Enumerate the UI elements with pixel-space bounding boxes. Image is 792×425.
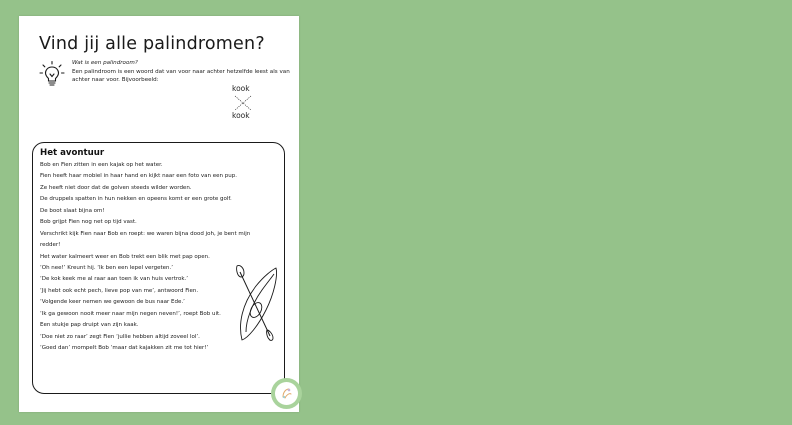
logo-badge <box>271 378 302 409</box>
story-line: ‘Ik ga gewoon nooit meer naar mijn negen neven!’, roept Bob uit. <box>40 310 221 317</box>
story-line: ‘Doe niet zo raar’ zegt Fien ‘jullie hebben altijd zoveel lol’. <box>40 333 200 340</box>
story-line: ‘Oh nee!’ Kreunt hij. ‘Ik ben een lepel vergeten.’ <box>40 264 173 271</box>
story-line: Fien heeft haar mobiel in haar hand en kijkt naar een foto van een pup. <box>40 173 237 180</box>
story-line: Ze heeft niet door dat de golven steeds wilder worden. <box>40 184 192 191</box>
kayak-illustration <box>234 264 280 342</box>
story-line: ‘Jij hebt ook echt pech, lieve pop van me’, antwoord Fien. <box>40 287 199 294</box>
example-word-top: kook <box>232 84 250 93</box>
story-line: De druppels spatten in hun nekken en opeens komt er een grote golf. <box>40 196 232 203</box>
story-line: ‘Goed dan’ mompelt Bob ‘maar dat kajakken zit me tot hier!’ <box>40 345 209 351</box>
logo-icon <box>275 382 298 405</box>
story-line: De boot slaat bijna om! <box>40 207 105 214</box>
story-line: redder! <box>40 242 61 249</box>
example-word-bottom: kook <box>232 111 250 120</box>
reverse-arrows-icon <box>232 95 254 111</box>
story-line: Verschrikt kijk Fien naar Bob en roept: we waren bijna dood joh, je bent mijn <box>40 230 251 237</box>
story-line: Bob grijpt Fien nog net op tijd vast. <box>40 219 137 226</box>
intro-question: Wat is een palindroom? <box>72 60 138 66</box>
story-box <box>32 142 285 394</box>
lightbulb-icon <box>39 60 65 88</box>
story-line: Het water kalmeert weer en Bob trekt een blik met pap open. <box>40 253 210 260</box>
worksheet-page <box>19 16 299 412</box>
story-line: Bob en Fien zitten in een kajak op het water. <box>40 162 163 168</box>
intro-text: Een palindroom is een woord dat van voor naar achter hetzelfde leest als van achter naar voor. Bijvoorbeeld: <box>72 69 290 83</box>
worksheet-title: Vind jij alle palindromen? <box>39 34 265 54</box>
logo-badge-center <box>275 382 298 405</box>
story-line: ‘De kok keek me al raar aan toen ik van huis vertrok.’ <box>40 276 189 283</box>
story-line: Een stukje pap druipt van zijn kaak. <box>40 322 139 329</box>
story-line: ‘Volgende keer nemen we gewoon de bus naar Ede.’ <box>40 299 185 306</box>
story-title: Het avontuur <box>40 148 105 158</box>
